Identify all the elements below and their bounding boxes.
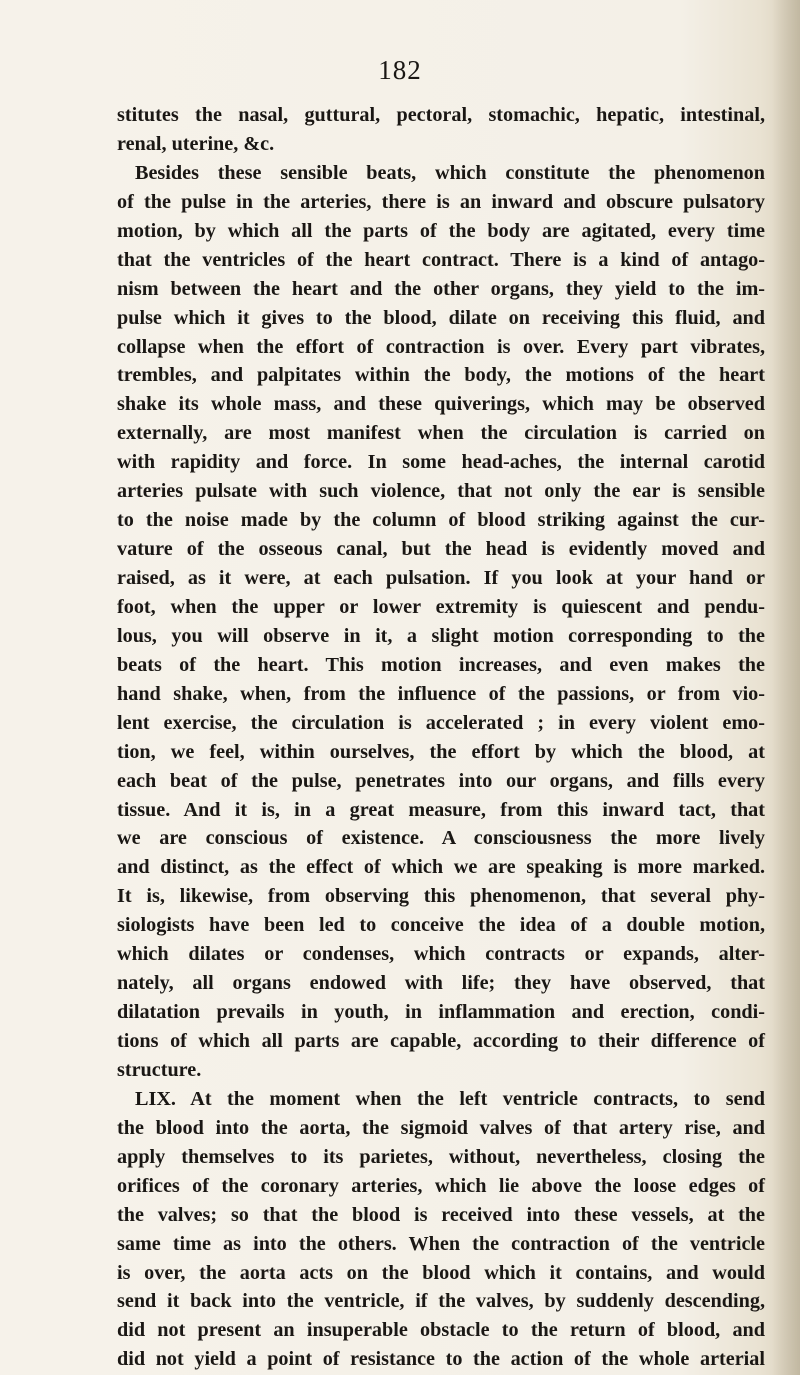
text-line: the valves; so that the blood is received into these vessels, at the (117, 1203, 765, 1226)
text-line: siologists have been led to conceive the idea of a double motion, (117, 914, 765, 937)
text-line: It is, likewise, from observing this phenomenon, that several phy- (117, 885, 765, 908)
text-line: tissue. And it is, in a great measure, from this inward tact, that (117, 798, 765, 821)
text-line: pulse which it gives to the blood, dilate on receiving this fluid, and (117, 306, 765, 329)
text-line: nately, all organs endowed with life; they have observed, that (117, 972, 765, 995)
text-line: arteries pulsate with such violence, that not only the ear is sensible (117, 480, 765, 503)
body-text (117, 101, 765, 1374)
text-line: of the pulse in the arteries, there is an inward and obscure pulsatory (117, 190, 765, 213)
text-line: tion, we feel, within ourselves, the effort by which the blood, at (117, 740, 765, 763)
text-line: nism between the heart and the other organs, they yield to the im- (117, 277, 765, 300)
text-line: apply themselves to its parietes, without, nevertheless, closing the (117, 1145, 765, 1168)
text-line: shake its whole mass, and these quiverings, which may be observed (117, 393, 765, 416)
text-line: collapse when the effort of contraction is over. Every part vibrates, (117, 335, 765, 358)
text-line: renal, uterine, &c. (117, 132, 275, 155)
text-line: we are conscious of existence. A consciousness the more lively (117, 827, 765, 850)
text-line: motion, by which all the parts of the body are agitated, every time (117, 219, 765, 242)
text-line: orifices of the coronary arteries, which lie above the loose edges of (117, 1174, 765, 1197)
text-line: each beat of the pulse, penetrates into our organs, and fills every (117, 769, 765, 792)
text-line: lous, you will observe in it, a slight motion corresponding to the (117, 624, 765, 647)
text-line: the blood into the aorta, the sigmoid valves of that artery rise, and (117, 1116, 765, 1139)
text-line: foot, when the upper or lower extremity is quiescent and pendu- (117, 595, 765, 618)
text-line: which dilates or condenses, which contracts or expands, alter- (117, 943, 765, 966)
text-line: is over, the aorta acts on the blood which it contains, and would (117, 1261, 765, 1284)
text-line: raised, as it were, at each pulsation. If you look at your hand or (117, 567, 765, 589)
text-line: and distinct, as the effect of which we are speaking is more marked. (117, 856, 765, 879)
text-line: same time as into the others. When the contraction of the ventricle (117, 1232, 765, 1255)
text-line: lent exercise, the circulation is accelerated ; in every violent emo- (117, 711, 765, 734)
text-line: beats of the heart. This motion increases, and even makes the (117, 653, 765, 676)
text-line: externally, are most manifest when the circulation is carried on (117, 422, 765, 445)
text-line: did not present an insuperable obstacle to the return of blood, and (117, 1319, 765, 1342)
text-line: hand shake, when, from the influence of the passions, or from vio- (117, 682, 765, 705)
text-line: send it back into the ventricle, if the valves, by suddenly descending, (117, 1290, 765, 1313)
text-line: dilatation prevails in youth, in inflammation and erection, condi- (117, 1001, 765, 1024)
text-line: that the ventricles of the heart contract. There is a kind of antago- (117, 248, 765, 271)
text-line: tions of which all parts are capable, according to their difference of (117, 1030, 765, 1052)
text-line: LIX. At the moment when the left ventricle contracts, to send (135, 1087, 765, 1110)
page-edge-shadow (772, 0, 800, 1375)
text-line: vature of the osseous canal, but the head is evidently moved and (117, 538, 765, 561)
text-line: stitutes the nasal, guttural, pectoral, stomachic, hepatic, intestinal, (117, 104, 765, 126)
page-number: 182 (378, 55, 422, 85)
text-line: Besides these sensible beats, which constitute the phenomenon (135, 161, 765, 184)
text-line: trembles, and palpitates within the body, the motions of the heart (117, 364, 765, 387)
text-line: structure. (117, 1058, 202, 1081)
text-line: to the noise made by the column of blood striking against the cur- (117, 509, 765, 532)
text-line: with rapidity and force. In some head-aches, the internal carotid (117, 451, 765, 474)
text-line: did not yield a point of resistance to the action of the whole arterial (117, 1348, 765, 1371)
